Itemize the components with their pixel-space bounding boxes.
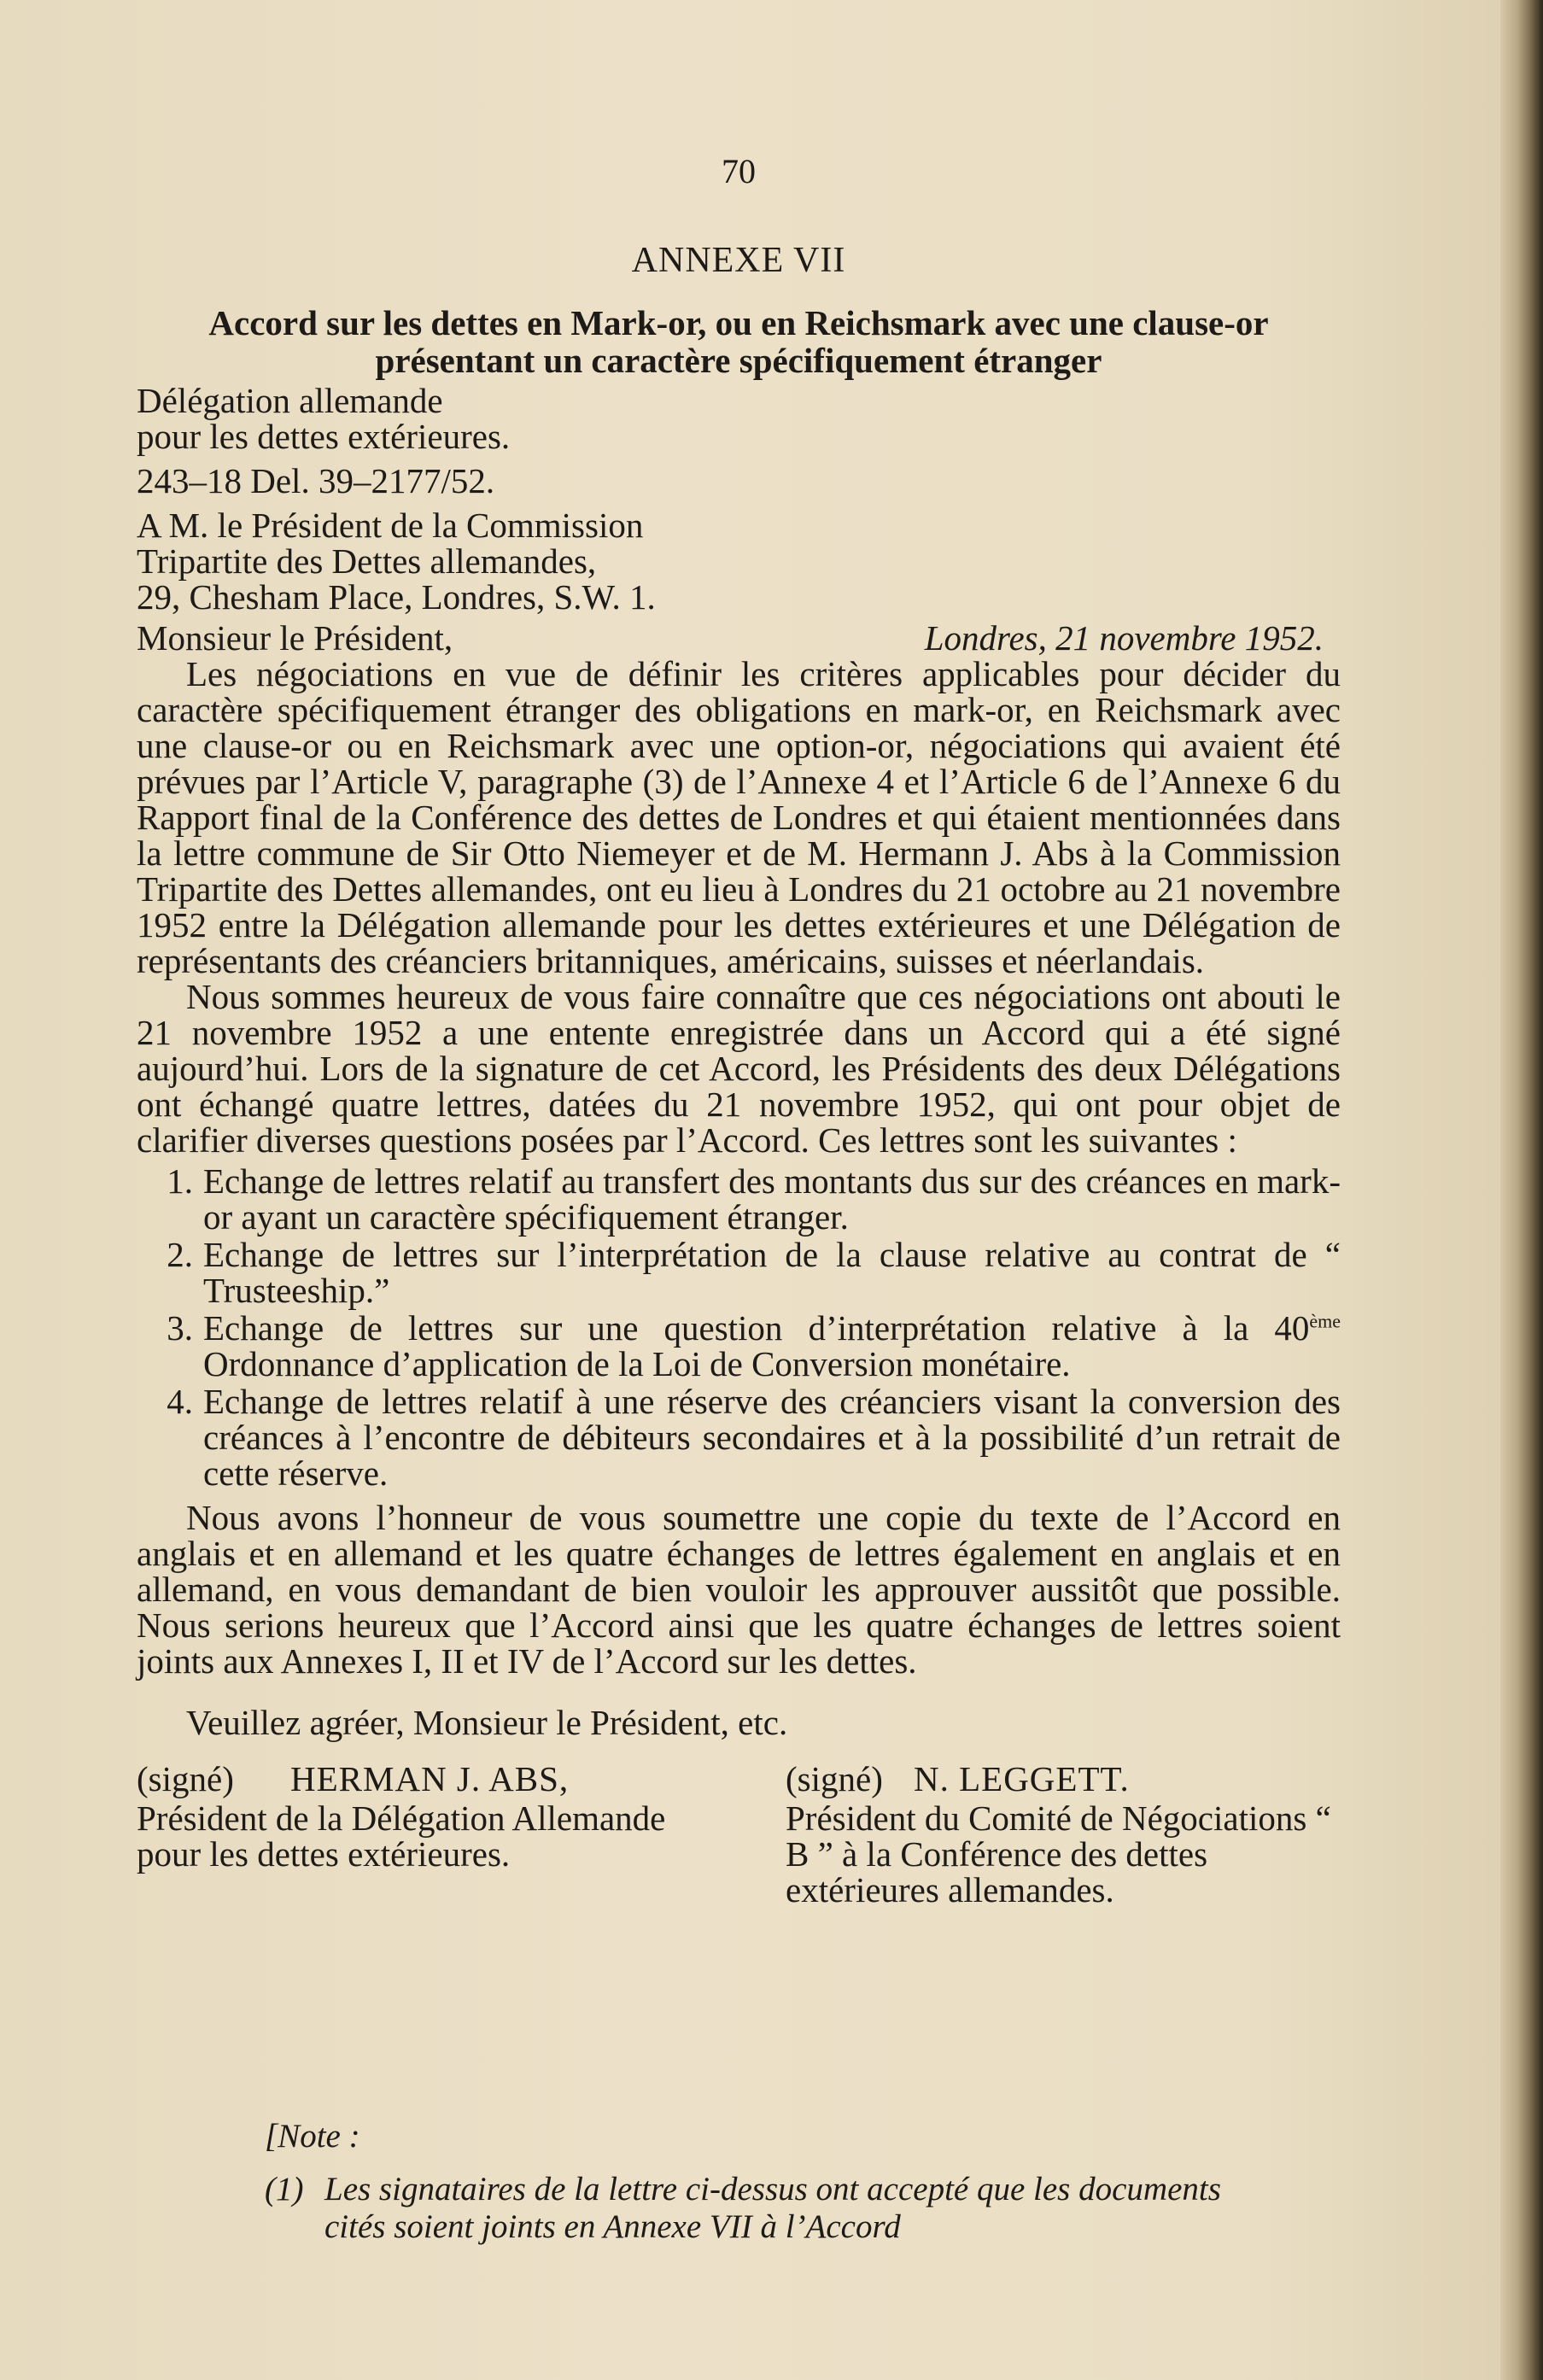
reference-number: 243–18 Del. 39–2177/52. [137, 461, 495, 500]
signature-line [786, 1761, 1332, 1797]
salutation-line [137, 620, 1341, 656]
note-heading: [Note : [265, 2118, 360, 2155]
page-number: 70 [722, 152, 756, 190]
list-item [137, 1383, 1341, 1491]
signatory-title: Président de la Délégation Allemande pour les dettes extérieures. [137, 1798, 666, 1874]
note-item [265, 2171, 1221, 2246]
signatory-name: N. LEGGETT. [914, 1759, 1130, 1798]
signature-right [786, 1761, 1332, 1908]
signature-label: (signé) [786, 1759, 883, 1798]
list-item-number: 4. [167, 1382, 193, 1421]
list-item [137, 1163, 1341, 1235]
list-item-text: Echange de lettres relatif à une réserve des créanciers visant la conversion des créances à l’encontre de débiteurs secondaires et à la possibilité d’un retrait de cette réserve. [203, 1382, 1341, 1493]
list-item-text-part: Echange de lettres sur une question d’interprétation relative à la 40 [203, 1308, 1310, 1348]
superscript: ème [1309, 1310, 1341, 1332]
addressee-block [137, 507, 1341, 615]
signatures [137, 1761, 1341, 1908]
signatory-name: HERMAN J. ABS, [290, 1759, 570, 1798]
list-item-text [203, 1310, 1341, 1382]
list-item-number: 2. [167, 1235, 193, 1274]
sender-line-1: Délégation allemande [137, 381, 443, 420]
list-item [137, 1237, 1341, 1308]
sender-line-2: pour les dettes extérieures. [137, 417, 511, 456]
note-number: (1) [265, 2171, 304, 2207]
paragraph-3: Nous avons l’honneur de vous soumettre une copie du texte de l’Accord en anglais et en allemand et les quatre échanges de lettres également en anglais et en allemand, en vous demandant de bien vouloir les approuver aussitôt que possible. Nous serions heureux que l’Accord ainsi que les quatre échanges de lettres soient joints aux Annexes I, II et IV de l’Accord sur les dettes. [137, 1498, 1341, 1681]
document-title [137, 304, 1341, 379]
sender-block [137, 383, 1341, 454]
paragraph-2: Nous sommes heureux de vous faire connaître que ces négociations ont abouti le 21 novembre 1952 a une entente enregistrée dans un Accord qui a été signé aujourd’hui. Lors de la signature de cet Accord, les Présidents des deux Délégations ont échangé quatre lettres, datées du 21 novembre 1952, qui ont pour objet de clarifier diverses questions posées par l’Accord. Ces lettres sont les suivantes : [137, 977, 1341, 1160]
note [265, 2118, 1221, 2246]
list-item [137, 1310, 1341, 1382]
title-line-1: Accord sur les dettes en Mark-or, ou en Reichsmark avec une clause-or [208, 303, 1269, 342]
addressee-line-3: 29, Chesham Place, Londres, S.W. 1. [137, 577, 656, 617]
letters-list [137, 1163, 1341, 1491]
annex-heading: ANNEXE VII [631, 241, 846, 280]
note-text: Les signataires de la lettre ci-dessus ont accepté que les documents cités soient joints en Annexe VII à l’Accord [324, 2171, 1221, 2245]
signature-line [137, 1761, 683, 1797]
list-item-text: Echange de lettres relatif au transfert des montants dus sur des créances en mark-or ayant un caractère spécifiquement étranger. [203, 1161, 1341, 1237]
letter-content [137, 154, 1341, 1908]
place-date: Londres, 21 novembre 1952. [924, 618, 1324, 658]
signature-left [137, 1761, 683, 1908]
list-item-number: 3. [167, 1308, 193, 1348]
addressee-line-2: Tripartite des Dettes allemandes, [137, 541, 597, 581]
title-line-2: présentant un caractère spécifiquement étranger [375, 341, 1102, 380]
signature-label: (signé) [137, 1759, 234, 1798]
book-spine-shadow [1500, 0, 1543, 2380]
paragraph-1: Les négociations en vue de définir les critères applicables pour décider du caractère spécifiquement étranger des obligations en mark-or, en Reichsmark avec une clause-or ou en Reichsmark avec une option-or, négociations qui avaient été prévues par l’Article V, paragraphe (3) de l’Annexe 4 et l’Article 6 de l’Annexe 6 du Rapport final de la Conférence des dettes de Londres et qui étaient mentionnées dans la lettre commune de Sir Otto Niemeyer et de M. Hermann J. Abs à la Commission Tripartite des Dettes allemandes, ont eu lieu à Londres du 21 octobre au 21 novembre 1952 entre la Délégation allemande pour les dettes extérieures et une Délégation de représentants des créanciers britanniques, américains, suisses et néerlandais. [137, 654, 1341, 980]
list-item-text: Echange de lettres sur l’interprétation de la clause relative au contrat de “ Trusteeship.” [203, 1235, 1341, 1310]
salutation: Monsieur le Président, [137, 618, 453, 658]
closing-formula: Veuillez agréer, Monsieur le Président, etc. [186, 1703, 788, 1742]
addressee-line-1: A M. le Président de la Commission [137, 506, 644, 545]
list-item-number: 1. [167, 1161, 193, 1201]
list-item-text-part: Ordonnance d’application de la Loi de Conversion monétaire. [203, 1344, 1071, 1383]
signatory-title: Président du Comité de Négociations “ B ” à la Conférence des dettes extérieures allemandes. [786, 1798, 1331, 1909]
